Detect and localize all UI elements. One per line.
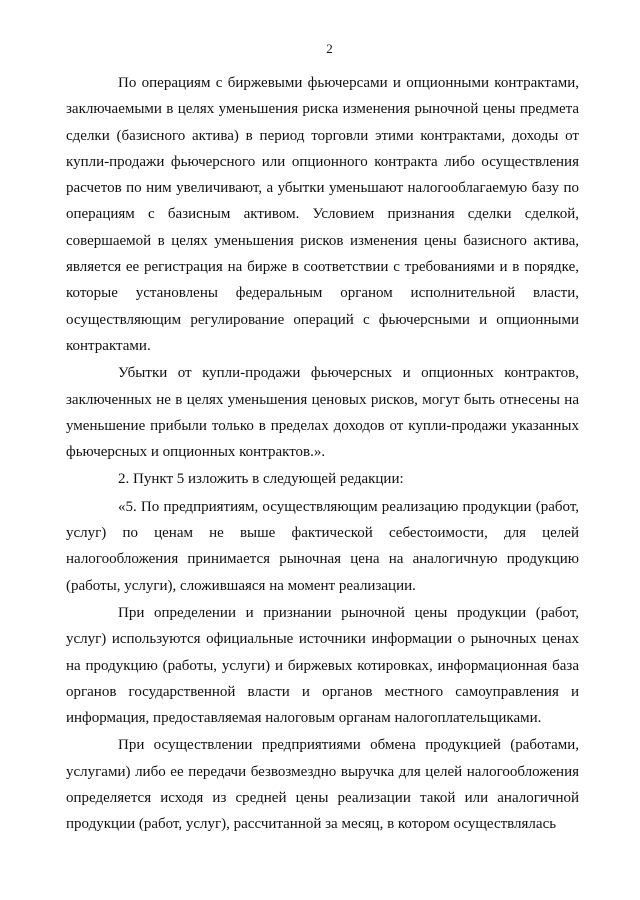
- paragraph-exchange-revenue: При осуществлении предприятиями обмена продукцией (работами, услугами) либо ее передачи безвозмездно выручка для целей налогообложения определяется исходя из средней цены реализации такой или аналогичной продукции (работ, услуг), рассчитанной за месяц, в котором осуществлялась: [66, 737, 579, 833]
- paragraph-item-5-heading: 2. Пункт 5 изложить в следующей редакции:: [118, 471, 404, 488]
- paragraph-futures-losses: Убытки от купли-продажи фьючерсных и опционных контрактов, заключенных не в целях уменьшения ценовых рисков, могут быть отнесены на уменьшение прибыли только в пределах доходов от купли-продажи указанных фьючерсных и опционных контрактов.».: [66, 365, 579, 461]
- page-number: 2: [326, 41, 333, 56]
- paragraph-market-price: «5. По предприятиям, осуществляющим реализацию продукции (работ, услуг) по ценам не выше фактической себестоимости, для целей налогообложения принимается рыночная цена на аналогичную продукцию (работы, услуги), сложившаяся на момент реализации.: [66, 498, 579, 594]
- paragraph-futures-operations: По операциям с биржевыми фьючерсами и опционными контрактами, заключаемыми в целях уменьшения риска изменения рыночной цены предмета сделки (базисного актива) в период торговли этими контрактами, доходы от купли-продажи фьючерсного или опционного контракта либо осуществления расчетов по ним увеличивают, а убытки уменьшают налогооблагаемую базу по операциям с базисным активом. Условием признания сделки сделкой, совершаемой в целях уменьшения рисков изменения цены базисного актива, является ее регистрация на бирже в соответствии с требованиями и в порядке, которые установлены федеральным органом исполнительной власти, осуществляющим регулирование операций с фьючерсными и опционными контрактами.: [66, 75, 579, 354]
- paragraph-price-sources: При определении и признании рыночной цены продукции (работ, услуг) используются официальные источники информации о рыночных ценах на продукцию (работы, услуги) и биржевых котировках, информационная база органов государственной власти и органов местного самоуправления и информация, предоставляемая налоговым органам налогоплательщиками.: [66, 604, 579, 727]
